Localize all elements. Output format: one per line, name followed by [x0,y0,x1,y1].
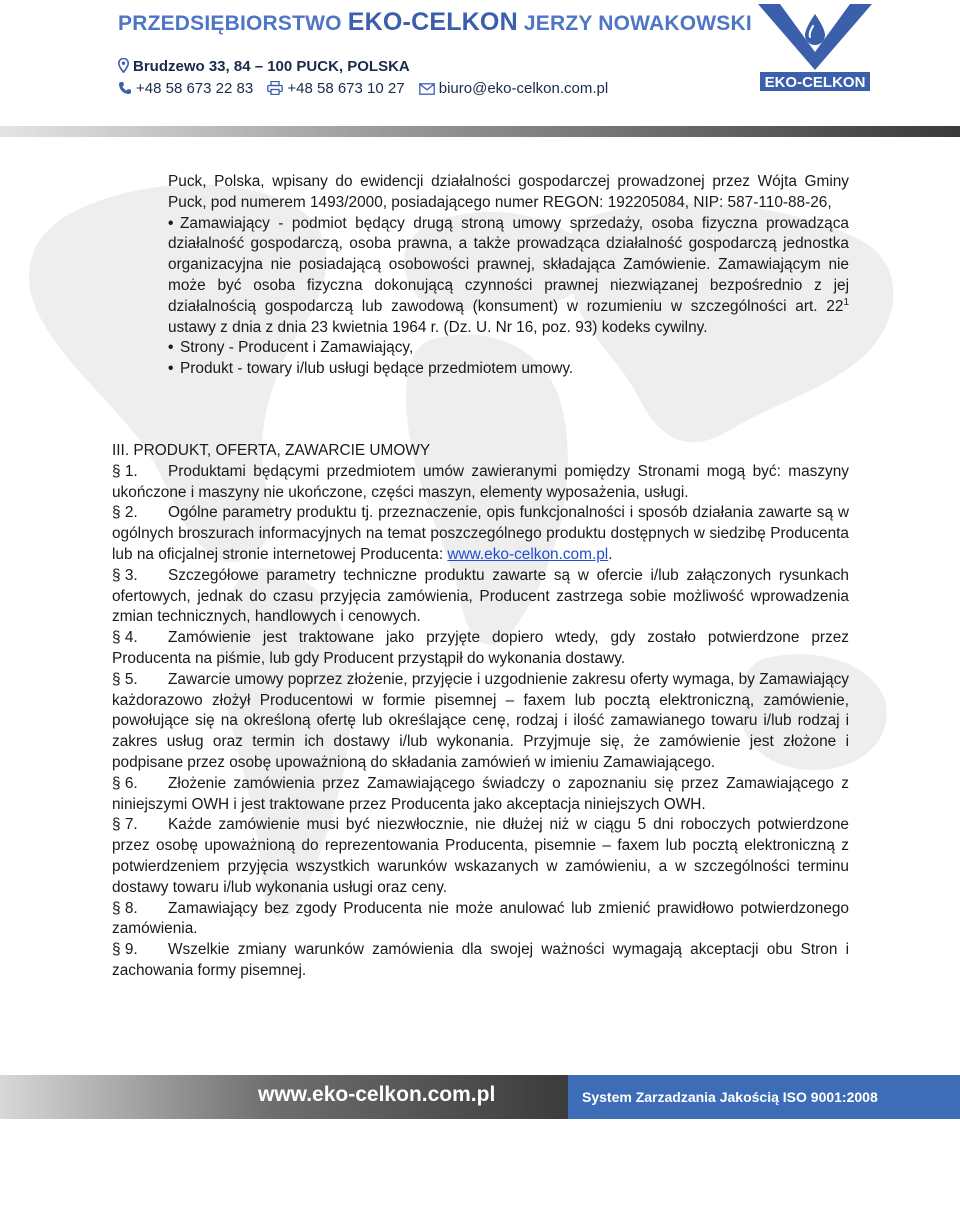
footer-bar [0,1075,960,1119]
definitions-block [168,172,849,380]
footer-website[interactable]: www.eko-celkon.com.pl [258,1083,496,1106]
email-item [419,80,608,97]
definition-zamawiajacy-text-a: Zamawiający - podmiot będący drugą stroną umowy sprzedaży, osoba fizyczna prowadząca działalność gospodarczą, osoba prawna, a także prowadząca działalność gospodarczą jednostka organizacyjna nie posiadającą osobowości prawnej, składająca Zamówienie. Zamawiającym nie może być osoba fizyczna dokonującą czynności prawnej niezwiązanej bezpośrednio z jej działalnością gospodarczą lub zawodową (konsument) w rozumieniu w szczególności art. 22 [168,214,849,315]
fax-icon [267,81,283,95]
clause-number: § 3. [112,566,138,584]
company-name [118,8,752,37]
section-iii [112,441,849,982]
contact-line [118,80,618,97]
clause-number: § 1. [112,462,138,480]
clause-number: § 5. [112,670,138,688]
clause-3 [112,566,849,628]
clause-text: Zamówienie jest traktowane jako przyjęte dopiero wtedy, gdy zostało potwierdzone przez Producenta na piśmie, lub gdy Producent przystąpił do wykonania dostawy. [112,629,849,667]
clause-8 [112,899,849,941]
clause-text: Wszelkie zmiany warunków zamówienia dla swojej ważności wymagają akceptacji obu Stron i zachowania formy pisemnej. [112,941,849,979]
clause-text: Zawarcie umowy poprzez złożenie, przyjęcie i uzgodnienie zakresu oferty wymaga, by Zamawiający każdorazowo złożył Producentowi w formie pisemnej – faxem lub pocztą elektroniczną, zamówienie, powołujące się na określoną ofertę lub określające cenę, rodzaj i ilość zamawianego towaru i/lub rodzaj i zakres usług oraz termin ich dostawy i/lub wykonania. Przyjmuje się, że zamówienie jest złożone i podpisane przez osobę upoważnioną do składania zamówień w imieniu Zamawiającego. [112,670,849,771]
clause-1 [112,462,849,504]
clause-2 [112,503,849,565]
fax-number[interactable]: +48 58 673 10 27 [287,80,405,97]
clause-4 [112,628,849,670]
definition-zamawiajacy [168,214,849,339]
mail-icon [419,83,435,95]
phone-item [118,80,257,97]
company-prefix: PRZEDSIĘBIORSTWO [118,12,342,35]
definition-produkt: • Produkt - towary i/lub usługi będące przedmiotem umowy. [168,359,849,380]
clause-text: Ogólne parametry produktu tj. przeznaczenie, opis funkcjonalności i sposób działania zawarte są w ogólnych broszurach informacyjnych na temat poszczególnego produktu dostępnych w siedzibę Producenta lub na oficjalnej stronie internetowej Producenta: [112,504,849,563]
clause-6 [112,774,849,816]
company-owner: JERZY NOWAKOWSKI [523,12,752,35]
section-heading: III. PRODUKT, OFERTA, ZAWARCIE UMOWY [112,442,431,459]
clause-number: § 2. [112,504,138,522]
location-pin-icon [118,58,129,73]
definition-strony: • Strony - Producent i Zamawiający, [168,338,849,359]
clause-text: Zamawiający bez zgody Producenta nie może anulować lub zmienić prawidłowo potwierdzonego zamówienia. [112,899,849,938]
clause-number: § 8. [112,899,138,917]
clause-text: Szczegółowe parametry techniczne produktu zawarte są w ofercie i/lub załączonych rysunkach ofertowych, jednak do czasu przyjęcia zamówienia, Producent zastrzega sobie możliwość wprowadzenia zmian technicznych, handlowych i cenowych. [112,566,849,626]
clause-text: Produktami będącymi przedmiotem umów zawieranymi pomiędzy Stronami mogą być: maszyny ukończone i maszyny nie ukończone, części maszyn, elementy wyposażenia, usługi. [112,462,849,501]
clause-number: § 7. [112,816,138,834]
clause-number: § 9. [112,941,138,959]
letterhead [0,0,960,126]
logo-text: EKO-CELKON [764,74,866,91]
clause-number: § 6. [112,774,138,792]
clause-number: § 4. [112,629,138,647]
clause-5 [112,670,849,774]
eko-celkon-logo [758,4,872,92]
producer-website-link[interactable]: www.eko-celkon.com.pl [447,545,609,563]
company-brand: EKO-CELKON [347,8,518,36]
phone-number[interactable]: +48 58 673 22 83 [136,80,254,97]
phone-icon [118,81,132,95]
company-address [118,58,410,75]
header-divider [0,126,960,137]
clause-text-end: . [608,545,613,563]
iso-text: System Zarzadzania Jakością ISO 9001:2008 [582,1089,878,1105]
clause-7 [112,815,849,898]
fax-item [267,80,408,97]
email-address[interactable]: biuro@eko-celkon.com.pl [438,80,609,97]
definition-zamawiajacy-text-b: ustawy z dnia z dnia 23 kwietnia 1964 r. (Dz. U. Nr 16, poz. 93) kodeks cywilny. [168,318,708,336]
iso-badge [568,1075,960,1119]
article-superscript: 1 [843,296,849,308]
producer-definition: Puck, Polska, wpisany do ewidencji działalności gospodarczej prowadzonej przez Wójta Gminy Puck, pod numerem 1493/2000, posiadającego numer REGON: 192205084, NIP: 587-110-88-26, [168,173,849,211]
clause-9 [112,940,849,982]
address-text: Brudzewo 33, 84 – 100 PUCK, POLSKA [133,58,410,75]
clause-text: Każde zamówienie musi być niezwłocznie, nie dłużej niż w ciągu 5 dni roboczych potwierdzone przez osobę upoważnioną do reprezentowania Producenta, pisemnie – faxem lub pocztą elektroniczną z potwierdzeniem przyjęcia wszystkich warunków wskazanych w zamówieniu, a w szczególności terminu dostawy towaru i/lub wykonania usługi oraz ceny. [112,816,849,896]
clause-text: Złożenie zamówienia przez Zamawiającego świadczy o zapoznaniu się przez Zamawiającego z niniejszymi OWH i jest traktowane przez Producenta jako akceptacja niniejszych OWH. [112,774,849,813]
